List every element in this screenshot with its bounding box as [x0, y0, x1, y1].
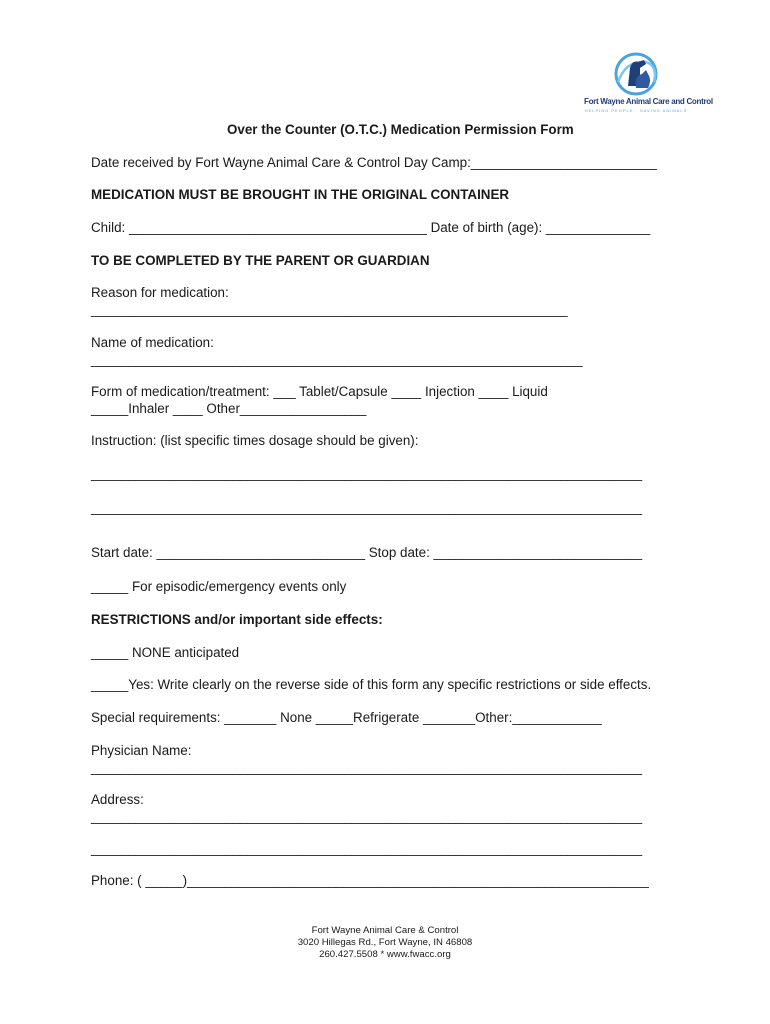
- dog-cat-logo-icon: [606, 52, 666, 98]
- physician-name-field[interactable]: __________________________________________________________________________: [91, 760, 643, 775]
- medication-form-options-continued[interactable]: _____Inhaler ____ Other_________________: [91, 401, 367, 416]
- restrictions-yes-checkbox[interactable]: _____Yes: Write clearly on the reverse side of this form any specific restrictions or side effects.: [91, 677, 652, 692]
- phone-field[interactable]: Phone: ( _____)______________________________________________________________: [91, 873, 649, 888]
- footer-org: Fort Wayne Animal Care & Control: [311, 925, 459, 936]
- parent-guardian-heading: TO BE COMPLETED BY THE PARENT OR GUARDIAN: [91, 253, 430, 268]
- special-requirements-field[interactable]: Special requirements: _______ None _____Refrigerate _______Other:____________: [91, 710, 602, 725]
- physician-name-label: Physician Name:: [91, 743, 192, 758]
- address-field-2[interactable]: __________________________________________________________________________: [91, 841, 643, 856]
- medication-form-options[interactable]: Form of medication/treatment: ___ Tablet/Capsule ____ Injection ____ Liquid: [91, 384, 548, 399]
- restrictions-heading: RESTRICTIONS and/or important side effects:: [91, 612, 383, 627]
- medication-name-field[interactable]: __________________________________________________________________: [91, 352, 583, 367]
- none-anticipated-checkbox[interactable]: _____ NONE anticipated: [91, 645, 240, 660]
- footer-contact: 260.427.5508 * www.fwacc.org: [319, 949, 451, 960]
- form-title: Over the Counter (O.T.C.) Medication Permission Form: [227, 122, 574, 137]
- reason-label: Reason for medication:: [91, 285, 229, 300]
- date-received-field[interactable]: Date received by Fort Wayne Animal Care & Control Day Camp:_________________________: [91, 155, 657, 170]
- medication-name-label: Name of medication:: [91, 335, 214, 350]
- instruction-field-2[interactable]: __________________________________________________________________________: [91, 500, 643, 515]
- episodic-checkbox[interactable]: _____ For episodic/emergency events only: [91, 579, 347, 594]
- address-field-1[interactable]: __________________________________________________________________________: [91, 809, 643, 824]
- footer-address: 3020 Hillegas Rd., Fort Wayne, IN 46808: [297, 937, 473, 948]
- container-notice: MEDICATION MUST BE BROUGHT IN THE ORIGINAL CONTAINER: [91, 187, 510, 202]
- logo-tagline: HELPING PEOPLE · SAVING ANIMALS: [584, 108, 688, 113]
- reason-field[interactable]: ________________________________________________________________: [91, 302, 568, 317]
- logo-name: Fort Wayne Animal Care and Control: [584, 97, 713, 106]
- instruction-field-1[interactable]: __________________________________________________________________________: [91, 466, 643, 481]
- address-label: Address:: [91, 792, 144, 807]
- organization-logo: [584, 52, 713, 116]
- child-dob-field[interactable]: Child: ________________________________________ Date of birth (age): ______________: [91, 220, 651, 235]
- instruction-label: Instruction: (list specific times dosage should be given):: [91, 433, 419, 448]
- start-stop-date-field[interactable]: Start date: ____________________________ Stop date: ____________________________: [91, 545, 643, 560]
